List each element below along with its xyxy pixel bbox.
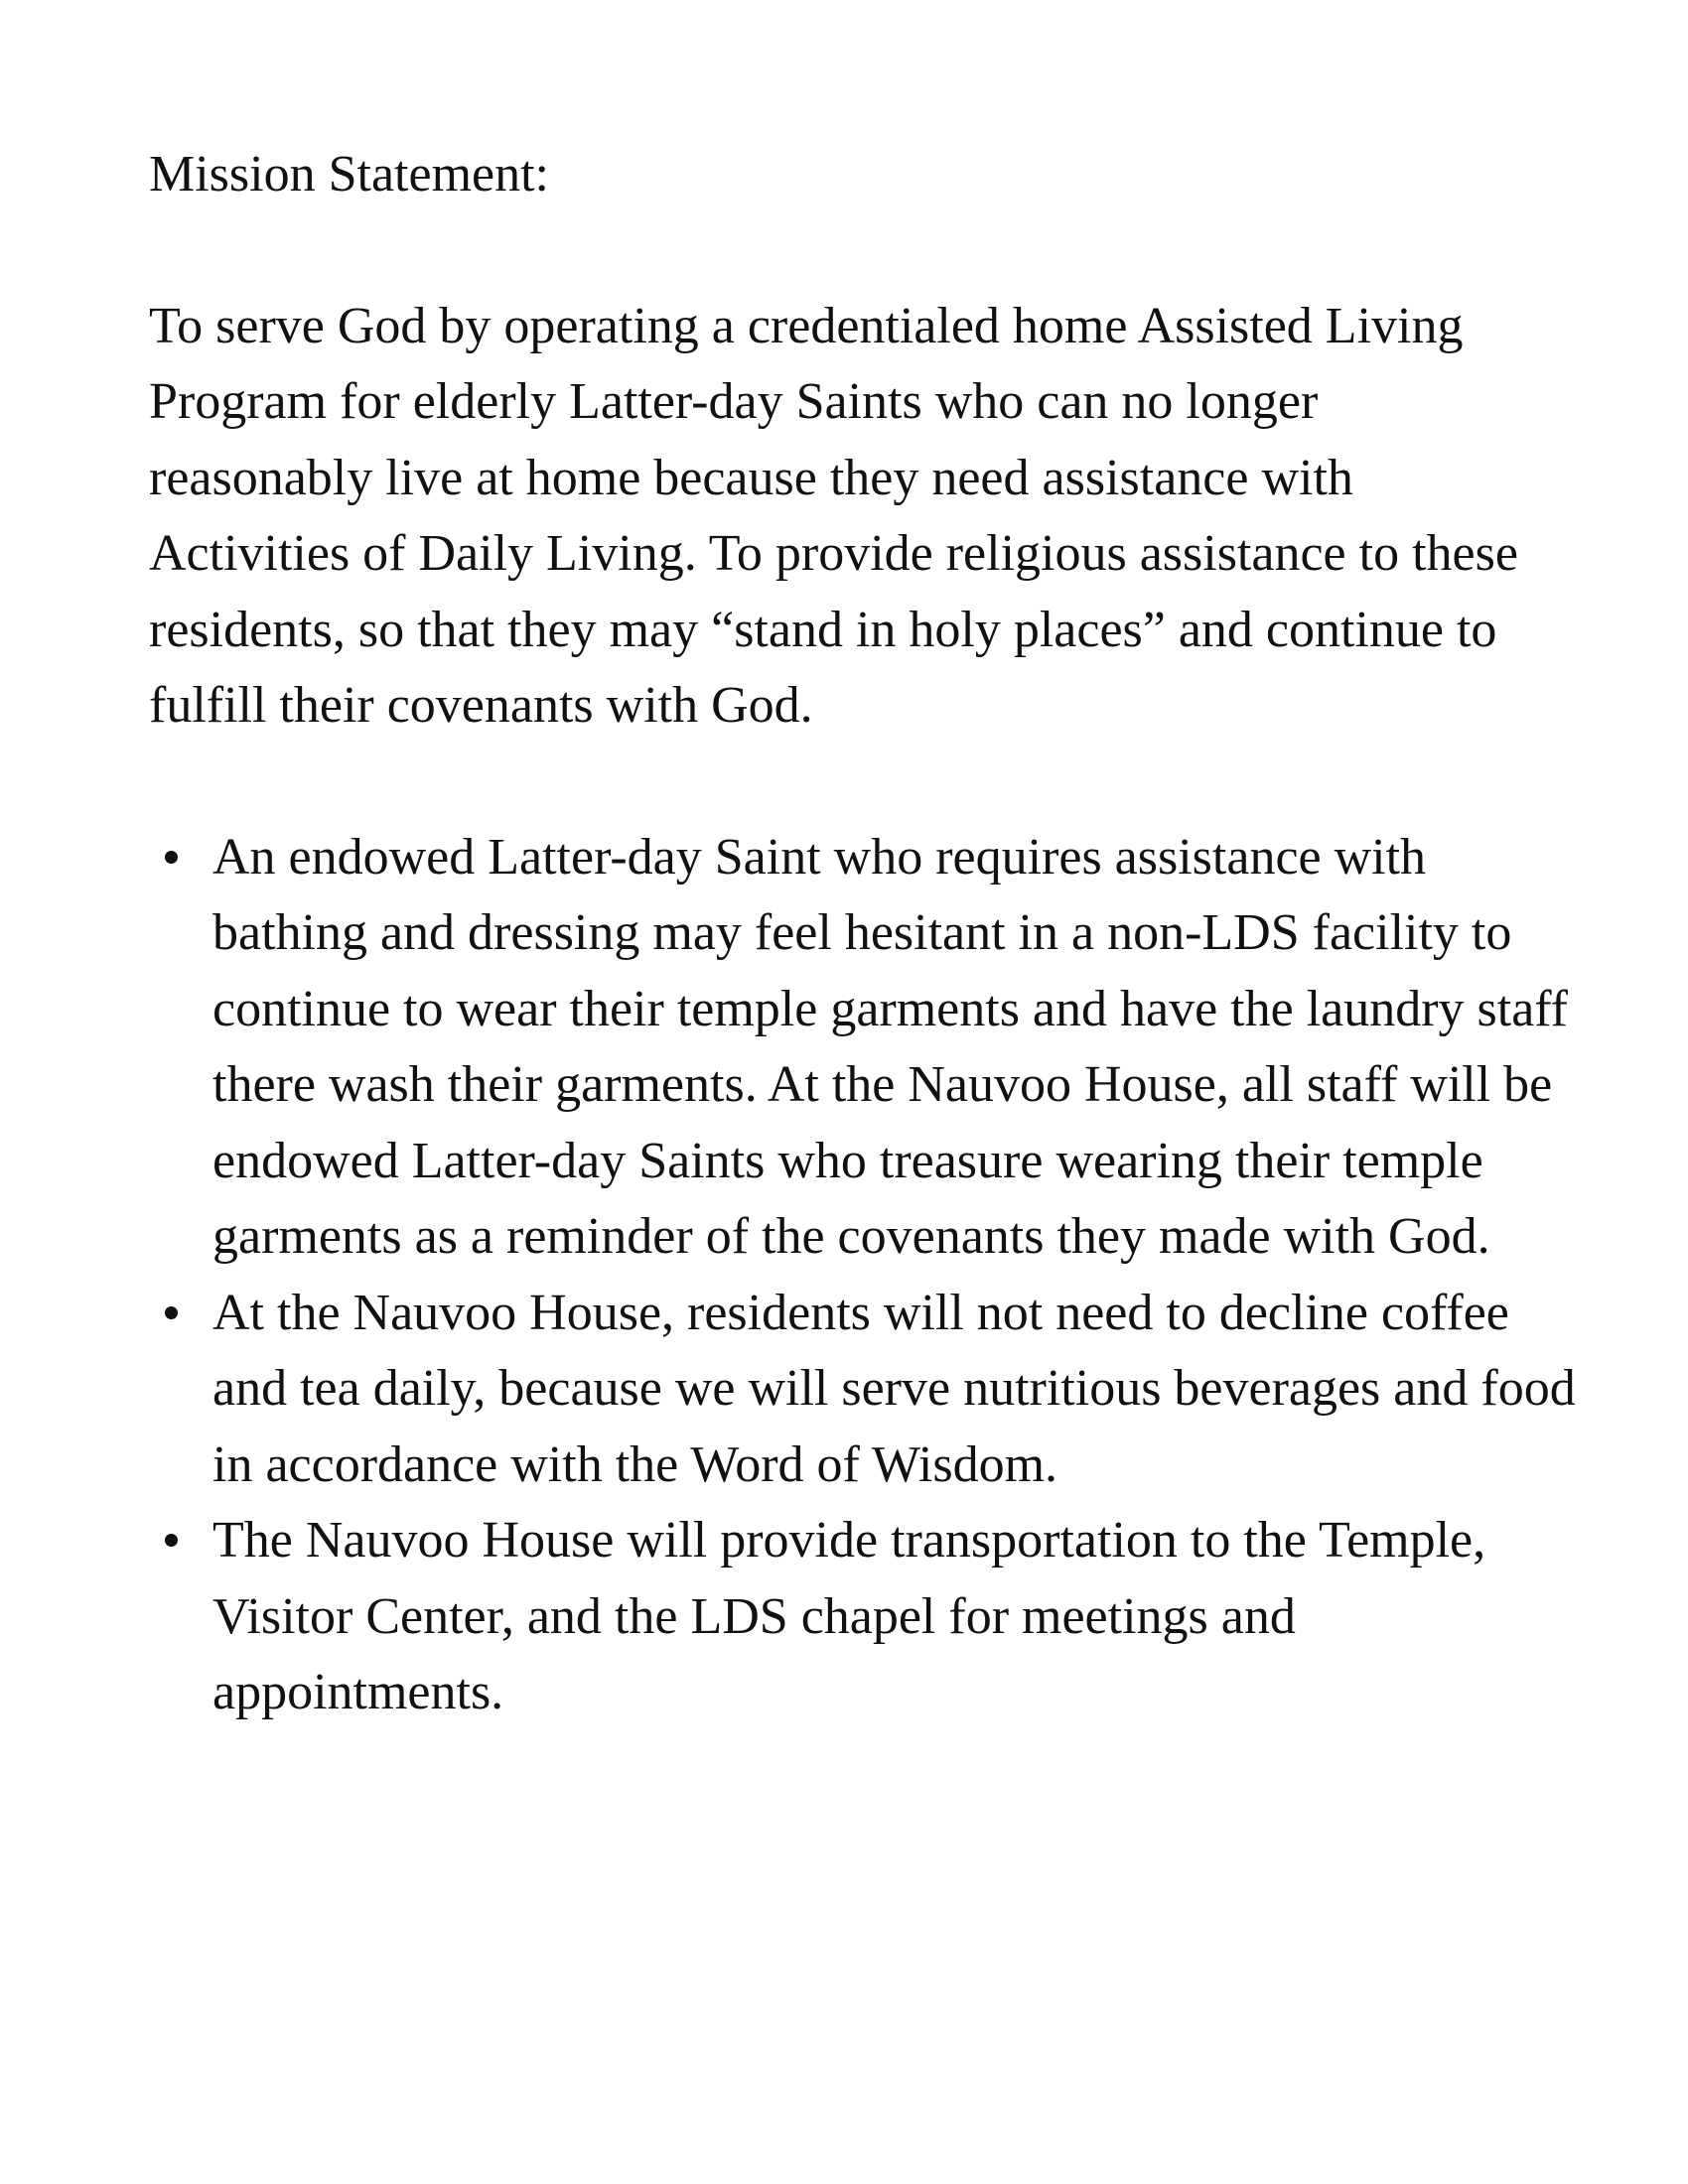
bullet-icon	[165, 851, 178, 864]
document-page	[149, 137, 1576, 1731]
mission-heading: Mission Statement:	[149, 146, 549, 203]
list-item-text: An endowed Latter-day Saint who requires assistance with bathing and dressing may feel hesitant in a non-LDS facility to continue to wear their temple garments and have the laundry staff there wash their garments. At the Nauvoo House, all staff will be endowed Latter-day Saints who treasure wearing their temple garments as a reminder of the covenants they made with God.	[212, 828, 1568, 1265]
mission-paragraph: To serve God by operating a credentialed home Assisted Living Program for elderly Latter-day Saints who can no longer reasonably live at home because they need assistance with Activities of Daily Living. To provide religious assistance to these residents, so that they may “stand in holy places” and continue to fulfill their covenants with God.	[149, 297, 1518, 734]
list-item-garments	[149, 820, 1593, 1276]
bullet-icon	[165, 1306, 178, 1319]
bullet-icon	[165, 1534, 178, 1547]
list-item-text: At the Nauvoo House, residents will not need to decline coffee and tea daily, because we will serve nutritious beverages and food in accordance with the Word of Wisdom.	[212, 1284, 1576, 1493]
list-item-word-of-wisdom	[149, 1276, 1593, 1504]
list-item-transportation	[149, 1503, 1593, 1731]
benefits-list	[149, 820, 1576, 1731]
list-item-text: The Nauvoo House will provide transportation to the Temple, Visitor Center, and the LDS chapel for meetings and appointments.	[212, 1512, 1486, 1720]
